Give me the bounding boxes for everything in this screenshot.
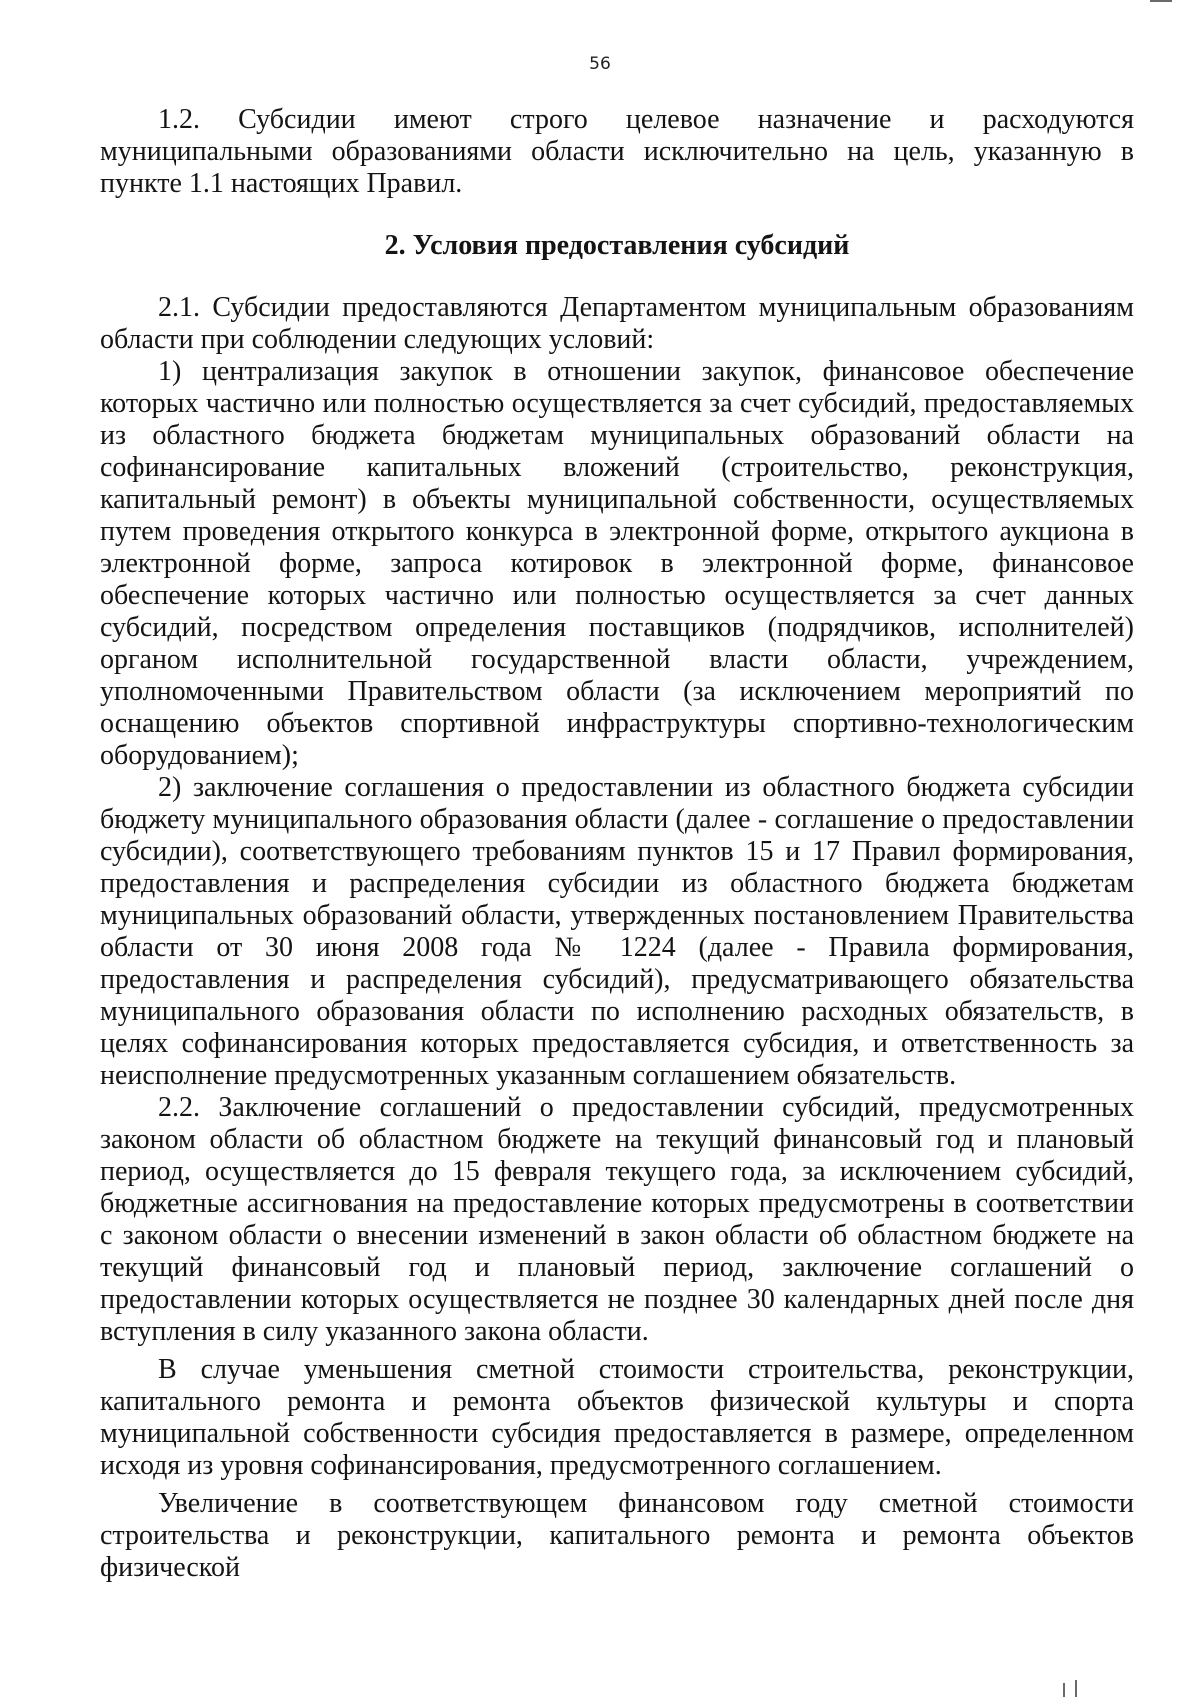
paragraph-1-2: 1.2. Субсидии имеют строго целевое назначение и расходуются муниципальными образованиями области исключительно на цель, указанную в пункте 1.1 настоящих Правил. xyxy=(100,104,1134,199)
scan-artifact-bottom-right xyxy=(1063,1683,1065,1697)
paragraph-2-1-item-1: 1) централизация закупок в отношении закупок, финансовое обеспечение которых частично или полностью осуществляется за счет субсидий, предоставляемых из областного бюджета бюджетам муниципальных образований области на софинансирование капитальных вложений (строительство, реконструкция, капитальный ремонт) в объекты муниципальной собственности, осуществляемых путем проведения открытого конкурса в электронной форме, открытого аукциона в электронной форме, запроса котировок в электронной форме, финансовое обеспечение которых частично или полностью осуществляется за счет данных субсидий, посредством определения поставщиков (подрядчиков, исполнителей) органом исполнительной государственной власти области, учреждением, уполномоченными Правительством области (за исключением мероприятий по оснащению объектов спортивной инфраструктуры спортивно-технологическим оборудованием); xyxy=(100,356,1134,771)
document-body xyxy=(100,104,1134,1584)
page-number: 56 xyxy=(589,54,611,74)
paragraph-cost-increase: Увеличение в соответствующем финансовом году сметной стоимости строительства и реконструкции, капитального ремонта и ремонта объектов физической xyxy=(100,1488,1134,1583)
scan-artifact-top-right xyxy=(1150,0,1172,2)
paragraph-2-1: 2.1. Субсидии предоставляются Департаментом муниципальным образованиям области при соблюдении следующих условий: xyxy=(100,292,1134,355)
paragraph-2-1-item-2: 2) заключение соглашения о предоставлении из областного бюджета субсидии бюджету муниципального образования области (далее - соглашение о предоставлении субсидии), соответствующего требованиям пунктов 15 и 17 Правил формирования, предоставления и распределения субсидии из областного бюджета бюджетам муниципальных образований области, утвержденных постановлением Правительства области от 30 июня 2008 года № 1224 (далее - Правила формирования, предоставления и распределения субсидий), предусматривающего обязательства муниципального образования области по исполнению расходных обязательств, в целях софинансирования которых предоставляется субсидия, и ответственность за неисполнение предусмотренных указанным соглашением обязательств. xyxy=(100,772,1134,1091)
section-heading: 2. Условия предоставления субсидий xyxy=(384,230,850,261)
paragraph-2-2: 2.2. Заключение соглашений о предоставлении субсидий, предусмотренных законом области об областном бюджете на текущий финансовый год и плановый период, осуществляется до 15 февраля текущего года, за исключением субсидий, бюджетные ассигнования на предоставление которых предусмотрены в соответствии с законом области о внесении изменений в закон области об областном бюджете на текущий финансовый год и плановый период, заключение соглашений о предоставлении которых осуществляется не позднее 30 календарных дней после дня вступления в силу указанного закона области. xyxy=(100,1092,1134,1347)
scan-artifact-bottom-right-2 xyxy=(1075,1680,1077,1697)
paragraph-cost-reduction: В случае уменьшения сметной стоимости строительства, реконструкции, капитального ремонта и ремонта объектов физической культуры и спорта муниципальной собственности субсидия предоставляется в размере, определенном исходя из уровня софинансирования, предусмотренного соглашением. xyxy=(100,1354,1134,1481)
